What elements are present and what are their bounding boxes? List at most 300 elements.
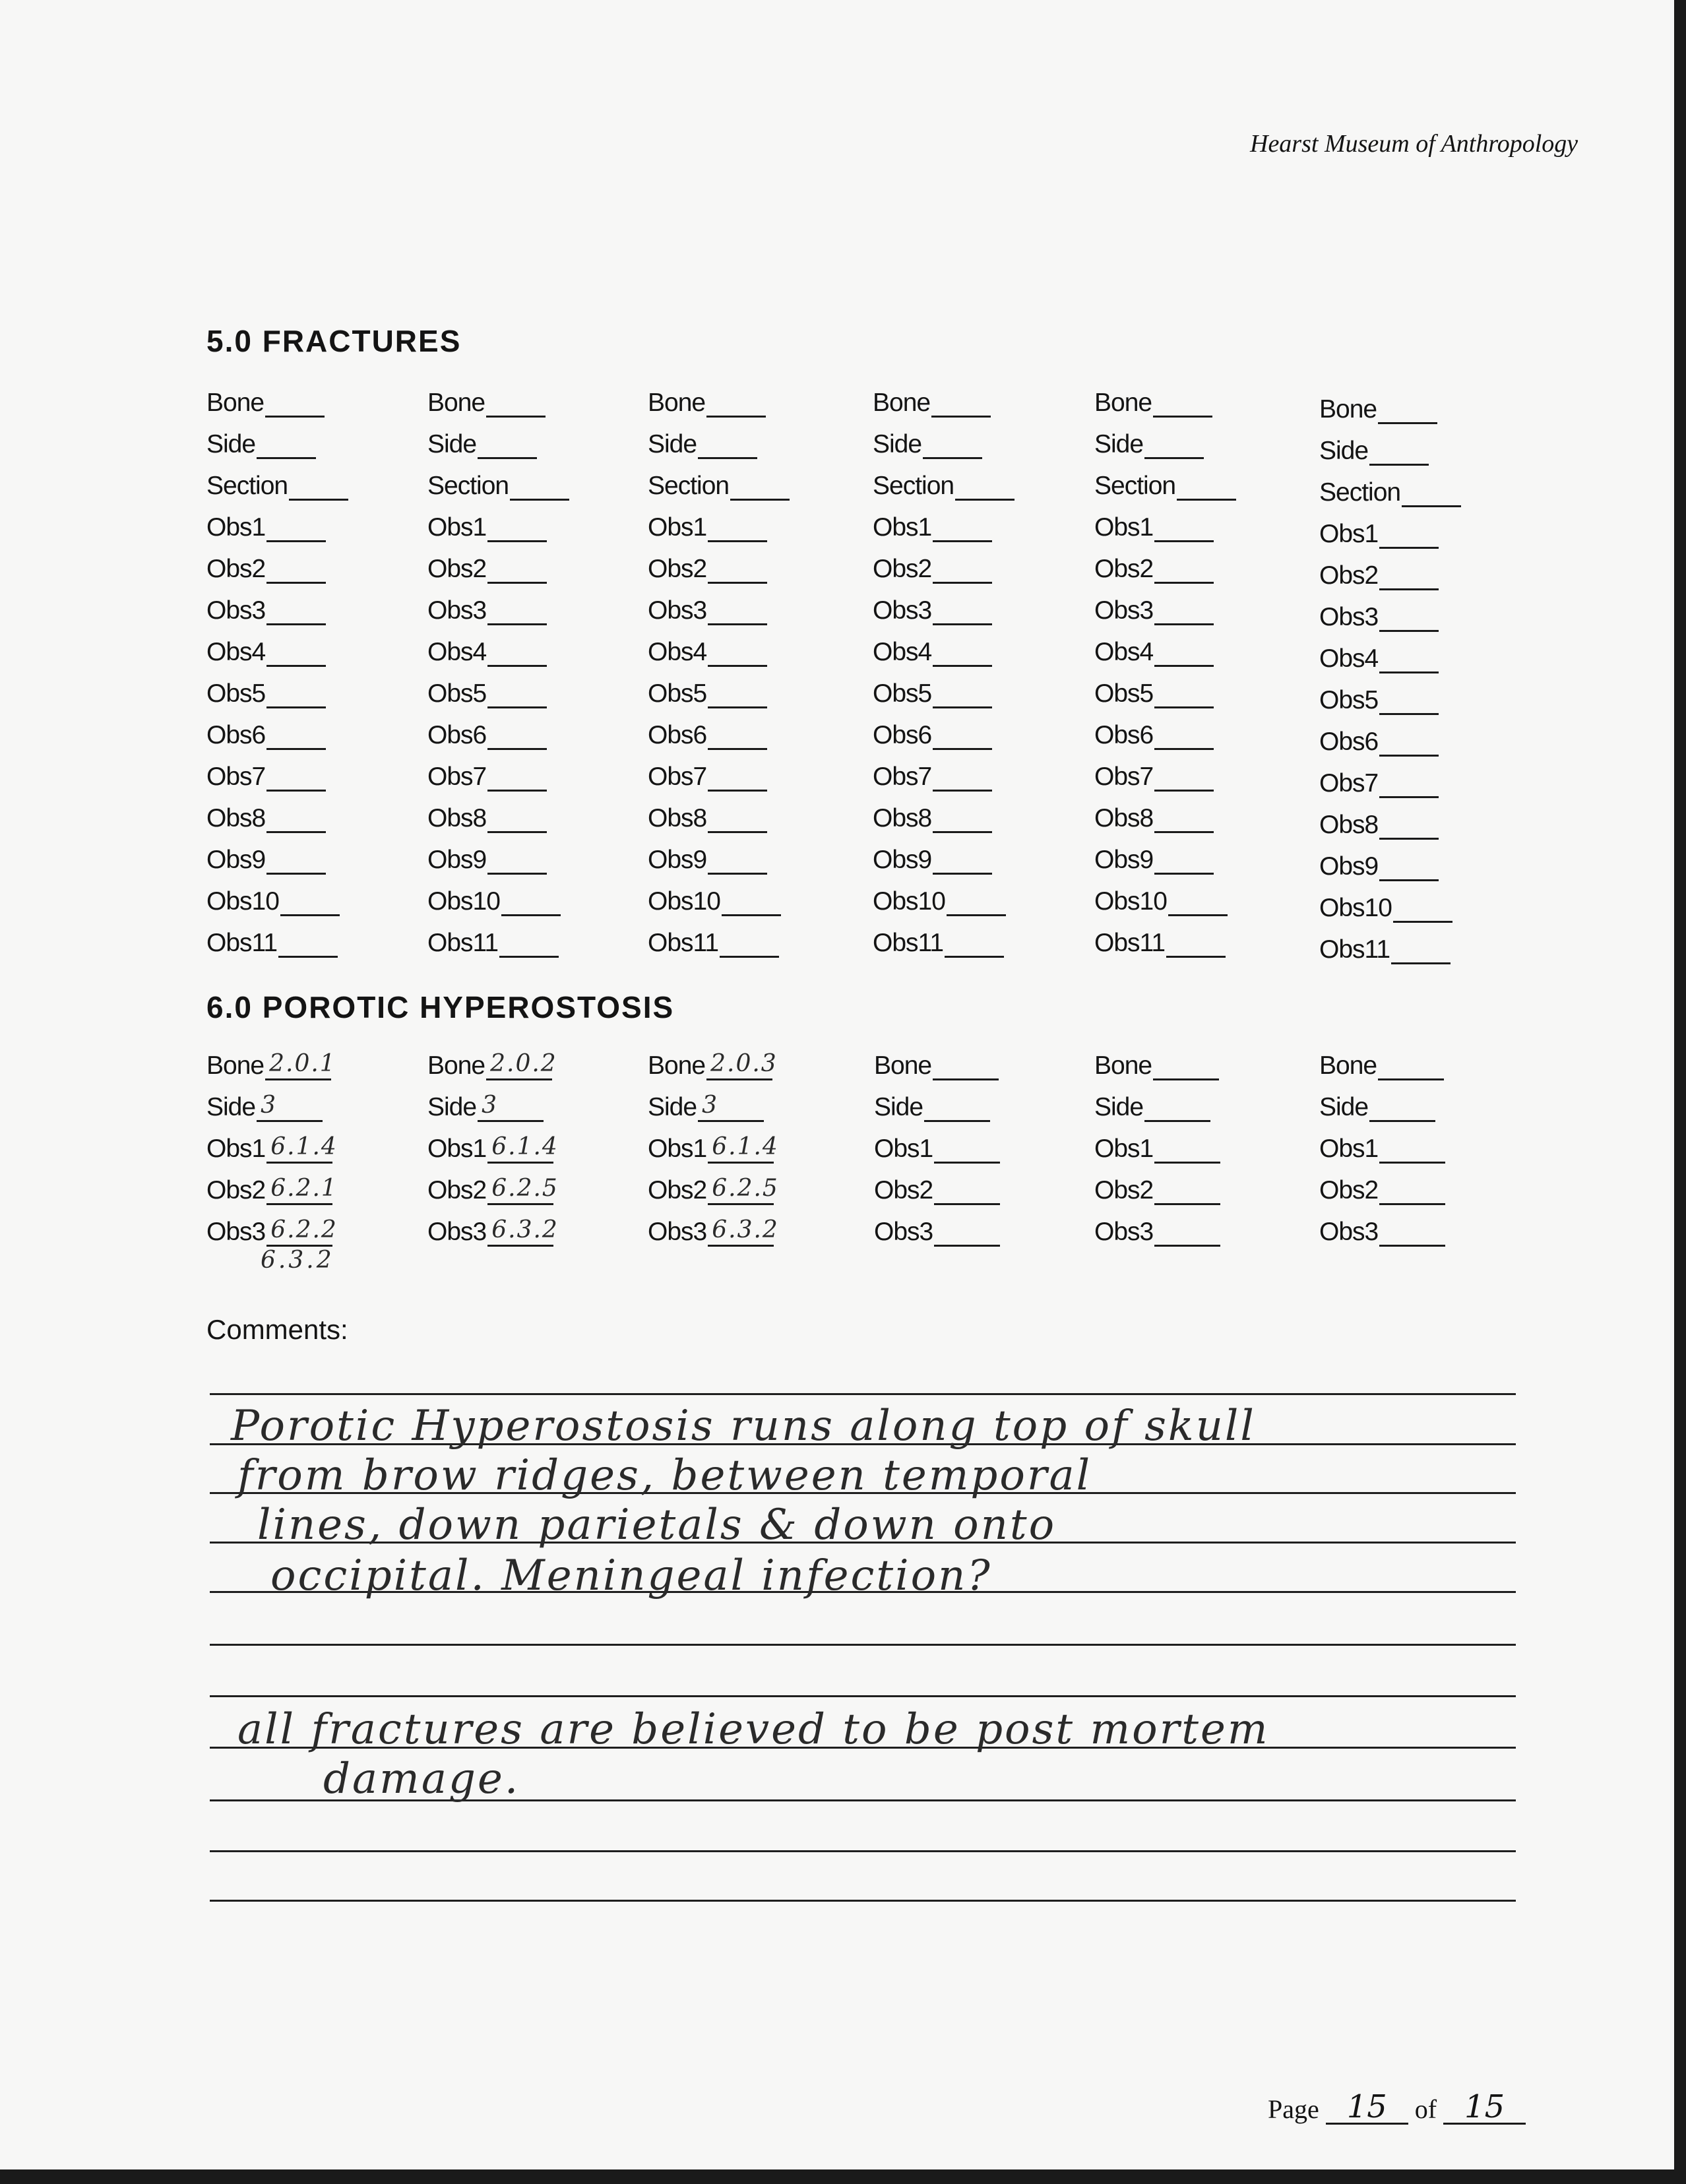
porotic-field bbox=[648, 1039, 778, 1080]
field-blank[interactable] bbox=[955, 479, 1015, 501]
comment-line-6: damage. bbox=[323, 1755, 520, 1803]
field-label: Obs6 bbox=[648, 721, 707, 749]
fracture-field bbox=[648, 875, 790, 916]
fracture-field bbox=[1094, 418, 1236, 459]
field-blank[interactable] bbox=[487, 853, 547, 875]
field-blank[interactable] bbox=[1177, 479, 1236, 501]
field-label: Obs11 bbox=[1094, 929, 1166, 957]
fracture-field bbox=[648, 542, 790, 584]
field-label: Side bbox=[1319, 1093, 1369, 1121]
field-blank[interactable] bbox=[934, 1142, 1000, 1164]
field-label: Obs3 bbox=[648, 596, 707, 625]
fracture-field bbox=[1319, 840, 1461, 881]
field-blank[interactable] bbox=[1154, 645, 1214, 667]
field-blank[interactable] bbox=[265, 396, 325, 418]
field-blank[interactable] bbox=[1154, 1225, 1220, 1247]
porotic-field bbox=[206, 1164, 338, 1205]
porotic-column bbox=[427, 1039, 559, 1247]
field-label: Obs8 bbox=[1319, 811, 1379, 839]
field-label: Obs4 bbox=[873, 638, 932, 666]
field-label: Obs9 bbox=[427, 846, 487, 874]
field-blank[interactable] bbox=[1166, 936, 1226, 958]
field-label: Bone bbox=[648, 389, 706, 417]
field-blank[interactable] bbox=[257, 437, 316, 459]
field-blank[interactable] bbox=[933, 853, 992, 875]
handwritten-value: 6.2.5 bbox=[491, 1175, 559, 1202]
handwritten-value: 6.2.1 bbox=[270, 1175, 338, 1202]
handwritten-value: 6.2.5 bbox=[712, 1175, 779, 1202]
field-blank[interactable] bbox=[933, 770, 992, 792]
field-blank[interactable] bbox=[933, 645, 992, 667]
porotic-field bbox=[1319, 1205, 1445, 1247]
field-blank[interactable] bbox=[708, 1133, 779, 1164]
field-label: Obs4 bbox=[427, 638, 487, 666]
field-blank[interactable] bbox=[698, 437, 757, 459]
porotic-field bbox=[1094, 1122, 1220, 1164]
fracture-field bbox=[648, 750, 790, 792]
field-blank[interactable] bbox=[266, 1133, 338, 1164]
field-label: Obs10 bbox=[648, 887, 720, 916]
porotic-field bbox=[874, 1039, 1000, 1080]
field-label: Obs4 bbox=[1094, 638, 1154, 666]
field-label: Obs1 bbox=[1319, 520, 1379, 548]
field-blank[interactable] bbox=[486, 396, 546, 418]
field-blank[interactable] bbox=[257, 1092, 323, 1122]
fracture-field bbox=[1094, 792, 1236, 833]
field-label: Obs2 bbox=[206, 1176, 266, 1204]
fracture-field bbox=[206, 584, 348, 625]
fracture-field bbox=[427, 792, 569, 833]
fracture-field bbox=[1319, 383, 1461, 424]
field-blank[interactable] bbox=[266, 520, 326, 542]
fractures-title: 5.0 FRACTURES bbox=[206, 324, 462, 358]
field-label: Obs5 bbox=[206, 679, 266, 708]
field-blank[interactable] bbox=[1144, 1100, 1210, 1122]
field-blank[interactable] bbox=[708, 645, 767, 667]
field-label: Obs11 bbox=[873, 929, 944, 957]
field-blank[interactable] bbox=[708, 562, 767, 584]
handwritten-value: 6.2.2 bbox=[270, 1216, 338, 1243]
field-blank[interactable] bbox=[1154, 811, 1214, 833]
field-label: Obs3 bbox=[1319, 603, 1379, 631]
handwritten-value: 6.3.2 bbox=[712, 1216, 779, 1243]
field-blank[interactable] bbox=[933, 687, 992, 708]
field-blank[interactable] bbox=[934, 1183, 1000, 1205]
field-blank[interactable] bbox=[1393, 901, 1452, 923]
field-label: Bone bbox=[427, 1051, 485, 1080]
fracture-field bbox=[648, 792, 790, 833]
comment-line-2: from brow ridges, between temporal bbox=[237, 1451, 1092, 1500]
fracture-field bbox=[648, 376, 790, 418]
field-blank[interactable] bbox=[1379, 569, 1439, 590]
fracture-column bbox=[1094, 376, 1236, 958]
field-blank[interactable] bbox=[266, 1175, 338, 1205]
field-blank[interactable] bbox=[1154, 562, 1214, 584]
field-label: Obs1 bbox=[1094, 513, 1154, 542]
fracture-field bbox=[873, 625, 1015, 667]
field-blank[interactable] bbox=[708, 770, 767, 792]
porotic-title: 6.0 POROTIC HYPEROSTOSIS bbox=[206, 990, 675, 1024]
field-blank[interactable] bbox=[1369, 1100, 1435, 1122]
field-blank[interactable] bbox=[487, 1216, 559, 1247]
porotic-field bbox=[648, 1164, 779, 1205]
fracture-column bbox=[206, 376, 348, 958]
field-blank[interactable] bbox=[730, 479, 790, 501]
field-label: Obs1 bbox=[873, 513, 932, 542]
field-blank[interactable] bbox=[1154, 1183, 1220, 1205]
fracture-field bbox=[648, 625, 790, 667]
fracture-field bbox=[873, 584, 1015, 625]
field-blank[interactable] bbox=[487, 645, 547, 667]
field-label: Side bbox=[1319, 437, 1369, 465]
field-blank[interactable] bbox=[289, 479, 348, 501]
porotic-field bbox=[1094, 1205, 1220, 1247]
handwritten-value: 6.1.4 bbox=[491, 1133, 559, 1160]
field-blank[interactable] bbox=[708, 853, 767, 875]
field-blank[interactable] bbox=[266, 645, 326, 667]
field-blank[interactable] bbox=[1378, 1059, 1444, 1080]
field-blank[interactable] bbox=[708, 520, 767, 542]
field-label: Side bbox=[648, 1093, 697, 1121]
porotic-field bbox=[1319, 1080, 1445, 1122]
field-blank[interactable] bbox=[708, 1175, 779, 1205]
fracture-field bbox=[873, 792, 1015, 833]
fracture-field bbox=[648, 501, 790, 542]
field-blank[interactable] bbox=[266, 1216, 338, 1247]
field-label: Obs2 bbox=[648, 555, 707, 583]
fracture-field bbox=[427, 625, 569, 667]
field-blank[interactable] bbox=[1402, 485, 1461, 507]
field-blank[interactable] bbox=[510, 479, 569, 501]
porotic-field bbox=[874, 1164, 1000, 1205]
fracture-field bbox=[427, 542, 569, 584]
field-label: Obs11 bbox=[206, 929, 278, 957]
field-blank[interactable] bbox=[1154, 520, 1214, 542]
fracture-field bbox=[427, 459, 569, 501]
field-blank[interactable] bbox=[266, 853, 326, 875]
field-blank[interactable] bbox=[706, 1050, 778, 1080]
field-blank[interactable] bbox=[266, 604, 326, 625]
museum-header: Hearst Museum of Anthropology bbox=[1250, 130, 1578, 158]
porotic-field bbox=[648, 1080, 774, 1122]
field-label: Obs1 bbox=[874, 1135, 933, 1163]
field-label: Obs8 bbox=[873, 804, 932, 832]
field-blank[interactable] bbox=[266, 770, 326, 792]
field-blank[interactable] bbox=[1168, 894, 1228, 916]
fracture-field bbox=[1094, 708, 1236, 750]
fracture-field bbox=[427, 916, 569, 958]
field-blank[interactable] bbox=[931, 396, 991, 418]
field-blank[interactable] bbox=[1379, 776, 1439, 798]
fracture-field bbox=[427, 418, 569, 459]
fracture-field bbox=[1319, 881, 1461, 923]
handwritten-value: 3 bbox=[482, 1092, 498, 1119]
fracture-field bbox=[206, 501, 348, 542]
field-blank[interactable] bbox=[1379, 1225, 1445, 1247]
fracture-field bbox=[873, 833, 1015, 875]
fracture-field bbox=[206, 833, 348, 875]
fracture-field bbox=[206, 667, 348, 708]
field-label: Obs11 bbox=[648, 929, 719, 957]
field-blank[interactable] bbox=[278, 936, 338, 958]
field-label: Obs10 bbox=[206, 887, 279, 916]
field-blank[interactable] bbox=[1379, 693, 1439, 715]
porotic-field bbox=[648, 1205, 779, 1247]
field-label: Obs4 bbox=[1319, 644, 1379, 673]
fracture-field bbox=[427, 833, 569, 875]
field-blank[interactable] bbox=[924, 1100, 990, 1122]
fracture-field bbox=[648, 459, 790, 501]
field-label: Obs3 bbox=[873, 596, 932, 625]
fracture-field bbox=[648, 708, 790, 750]
fracture-field bbox=[1319, 632, 1461, 673]
fracture-field bbox=[206, 542, 348, 584]
field-blank[interactable] bbox=[722, 894, 781, 916]
porotic-field bbox=[874, 1205, 1000, 1247]
field-label: Obs6 bbox=[1094, 721, 1154, 749]
field-label: Obs9 bbox=[206, 846, 266, 874]
field-blank[interactable] bbox=[1153, 1059, 1219, 1080]
field-label: Obs9 bbox=[873, 846, 932, 874]
field-label: Obs2 bbox=[427, 1176, 487, 1204]
porotic-field bbox=[206, 1080, 332, 1122]
porotic-field bbox=[206, 1039, 336, 1080]
fracture-field bbox=[206, 376, 348, 418]
fracture-field bbox=[1094, 501, 1236, 542]
field-blank[interactable] bbox=[1379, 527, 1439, 549]
handwritten-value: 2.0.1 bbox=[269, 1050, 336, 1077]
field-blank[interactable] bbox=[720, 936, 779, 958]
field-label: Obs6 bbox=[873, 721, 932, 749]
field-blank[interactable] bbox=[1378, 402, 1437, 424]
field-blank[interactable] bbox=[708, 604, 767, 625]
field-blank[interactable] bbox=[266, 728, 326, 750]
field-blank[interactable] bbox=[1154, 604, 1214, 625]
field-label: Bone bbox=[1319, 395, 1377, 423]
field-blank[interactable] bbox=[933, 562, 992, 584]
field-label: Obs3 bbox=[206, 596, 266, 625]
comment-rule bbox=[210, 1695, 1516, 1697]
field-label: Obs5 bbox=[1319, 686, 1379, 714]
field-label: Obs7 bbox=[873, 763, 932, 791]
field-blank[interactable] bbox=[487, 1175, 559, 1205]
field-blank[interactable] bbox=[499, 936, 559, 958]
comment-line-5: all fractures are believed to be post mortem bbox=[237, 1705, 1270, 1754]
field-label: Obs9 bbox=[1319, 852, 1379, 881]
porotic-field bbox=[1094, 1080, 1220, 1122]
field-blank[interactable] bbox=[945, 936, 1004, 958]
field-label: Obs5 bbox=[648, 679, 707, 708]
field-blank[interactable] bbox=[933, 520, 992, 542]
porotic-field bbox=[427, 1039, 557, 1080]
field-blank[interactable] bbox=[266, 562, 326, 584]
field-blank[interactable] bbox=[487, 811, 547, 833]
field-blank[interactable] bbox=[933, 604, 992, 625]
field-label: Obs1 bbox=[648, 1135, 707, 1163]
field-blank[interactable] bbox=[1379, 1183, 1445, 1205]
field-label: Obs2 bbox=[1094, 1176, 1154, 1204]
field-blank[interactable] bbox=[933, 811, 992, 833]
porotic-field bbox=[427, 1164, 559, 1205]
field-label: Obs2 bbox=[427, 555, 487, 583]
field-blank[interactable] bbox=[1154, 770, 1214, 792]
fracture-column bbox=[648, 376, 790, 958]
fracture-field bbox=[206, 750, 348, 792]
field-label: Obs4 bbox=[648, 638, 707, 666]
porotic-column bbox=[1319, 1039, 1445, 1247]
field-label: Obs1 bbox=[1319, 1135, 1379, 1163]
field-label: Obs10 bbox=[1094, 887, 1167, 916]
fracture-field bbox=[1319, 757, 1461, 798]
fracture-field bbox=[873, 418, 1015, 459]
field-label: Obs6 bbox=[427, 721, 487, 749]
field-label: Obs1 bbox=[427, 513, 487, 542]
field-blank[interactable] bbox=[1144, 437, 1204, 459]
field-blank[interactable] bbox=[1379, 735, 1439, 757]
field-blank[interactable] bbox=[1379, 652, 1439, 673]
field-label: Side bbox=[206, 1093, 256, 1121]
field-blank[interactable] bbox=[266, 811, 326, 833]
fracture-field bbox=[427, 875, 569, 916]
field-blank[interactable] bbox=[1391, 943, 1451, 964]
field-blank[interactable] bbox=[487, 1133, 559, 1164]
field-blank[interactable] bbox=[708, 728, 767, 750]
field-blank[interactable] bbox=[266, 687, 326, 708]
porotic-field bbox=[874, 1080, 1000, 1122]
porotic-field bbox=[427, 1122, 559, 1164]
field-label: Section bbox=[1319, 478, 1401, 507]
field-blank[interactable] bbox=[487, 687, 547, 708]
field-label: Obs2 bbox=[1094, 555, 1154, 583]
field-blank[interactable] bbox=[1379, 1142, 1445, 1164]
field-blank[interactable] bbox=[1154, 853, 1214, 875]
fracture-field bbox=[427, 750, 569, 792]
field-label: Obs8 bbox=[206, 804, 266, 832]
fracture-field bbox=[206, 418, 348, 459]
field-blank[interactable] bbox=[1369, 444, 1429, 466]
field-label: Obs11 bbox=[1319, 935, 1390, 964]
field-label: Bone bbox=[873, 389, 931, 417]
field-label: Bone bbox=[1094, 1051, 1152, 1080]
field-label: Obs7 bbox=[1319, 769, 1379, 797]
comment-line-3: lines, down parietals & down onto bbox=[257, 1501, 1057, 1549]
fracture-column bbox=[1319, 383, 1461, 964]
of-label: of bbox=[1414, 2094, 1437, 2124]
porotic-field bbox=[874, 1122, 1000, 1164]
field-label: Obs2 bbox=[873, 555, 932, 583]
porotic-field bbox=[206, 1122, 338, 1164]
fracture-field bbox=[648, 833, 790, 875]
field-blank[interactable] bbox=[706, 396, 766, 418]
field-blank[interactable] bbox=[1154, 687, 1214, 708]
fracture-field bbox=[648, 916, 790, 958]
field-blank[interactable] bbox=[478, 1092, 544, 1122]
field-label: Section bbox=[206, 472, 288, 500]
page-number: 15 bbox=[1326, 2088, 1408, 2125]
field-label: Bone bbox=[1094, 389, 1152, 417]
field-blank[interactable] bbox=[487, 770, 547, 792]
field-blank[interactable] bbox=[1153, 396, 1212, 418]
fracture-field bbox=[1319, 466, 1461, 507]
field-blank[interactable] bbox=[280, 894, 340, 916]
field-blank[interactable] bbox=[923, 437, 982, 459]
field-blank[interactable] bbox=[487, 520, 547, 542]
field-blank[interactable] bbox=[1154, 1142, 1220, 1164]
field-blank[interactable] bbox=[265, 1050, 336, 1080]
field-blank[interactable] bbox=[1379, 859, 1439, 881]
field-label: Obs1 bbox=[427, 1135, 487, 1163]
fracture-field bbox=[873, 459, 1015, 501]
field-label: Obs5 bbox=[427, 679, 487, 708]
field-label: Obs2 bbox=[648, 1176, 707, 1204]
field-label: Section bbox=[427, 472, 509, 500]
field-blank[interactable] bbox=[933, 728, 992, 750]
field-label: Obs1 bbox=[648, 513, 707, 542]
field-blank[interactable] bbox=[698, 1092, 764, 1122]
field-label: Obs10 bbox=[427, 887, 500, 916]
field-label: Obs2 bbox=[1319, 1176, 1379, 1204]
fracture-field bbox=[427, 708, 569, 750]
fracture-column bbox=[873, 376, 1015, 958]
fracture-field bbox=[1094, 875, 1236, 916]
fracture-field bbox=[1094, 750, 1236, 792]
field-blank[interactable] bbox=[501, 894, 561, 916]
field-blank[interactable] bbox=[1379, 818, 1439, 840]
field-blank[interactable] bbox=[487, 604, 547, 625]
fracture-column bbox=[427, 376, 569, 958]
fracture-field bbox=[1319, 798, 1461, 840]
handwritten-value: 6.3.2 bbox=[491, 1216, 559, 1243]
field-blank[interactable] bbox=[947, 894, 1006, 916]
field-blank[interactable] bbox=[1154, 728, 1214, 750]
comment-line-4: occipital. Meningeal infection? bbox=[270, 1551, 992, 1600]
field-label: Bone bbox=[874, 1051, 932, 1080]
porotic-field bbox=[427, 1205, 559, 1247]
field-blank[interactable] bbox=[708, 1216, 779, 1247]
fracture-field bbox=[1319, 715, 1461, 757]
fracture-field bbox=[1319, 424, 1461, 466]
field-label: Obs3 bbox=[1319, 1218, 1379, 1246]
field-label: Obs1 bbox=[206, 1135, 266, 1163]
field-label: Side bbox=[427, 430, 477, 458]
comment-rule bbox=[210, 1900, 1516, 1902]
field-label: Obs3 bbox=[874, 1218, 933, 1246]
field-blank[interactable] bbox=[478, 437, 537, 459]
field-label: Obs2 bbox=[874, 1176, 933, 1204]
fracture-field bbox=[1094, 376, 1236, 418]
field-blank[interactable] bbox=[708, 811, 767, 833]
field-blank[interactable] bbox=[708, 687, 767, 708]
field-label: Obs2 bbox=[1319, 561, 1379, 590]
field-blank[interactable] bbox=[934, 1225, 1000, 1247]
field-label: Obs11 bbox=[427, 929, 499, 957]
comment-line-1: Porotic Hyperostosis runs along top of skull bbox=[231, 1402, 1256, 1451]
handwritten-value: 6.1.4 bbox=[270, 1133, 338, 1160]
field-label: Obs7 bbox=[648, 763, 707, 791]
field-blank[interactable] bbox=[487, 562, 547, 584]
field-label: Obs8 bbox=[1094, 804, 1154, 832]
field-label: Bone bbox=[206, 1051, 265, 1080]
field-blank[interactable] bbox=[933, 1059, 999, 1080]
field-blank[interactable] bbox=[486, 1050, 557, 1080]
comment-rule bbox=[210, 1644, 1516, 1646]
field-label: Obs5 bbox=[1094, 679, 1154, 708]
field-blank[interactable] bbox=[487, 728, 547, 750]
field-label: Obs5 bbox=[873, 679, 932, 708]
field-blank[interactable] bbox=[1379, 610, 1439, 632]
fracture-field bbox=[206, 459, 348, 501]
field-label: Side bbox=[1094, 430, 1144, 458]
